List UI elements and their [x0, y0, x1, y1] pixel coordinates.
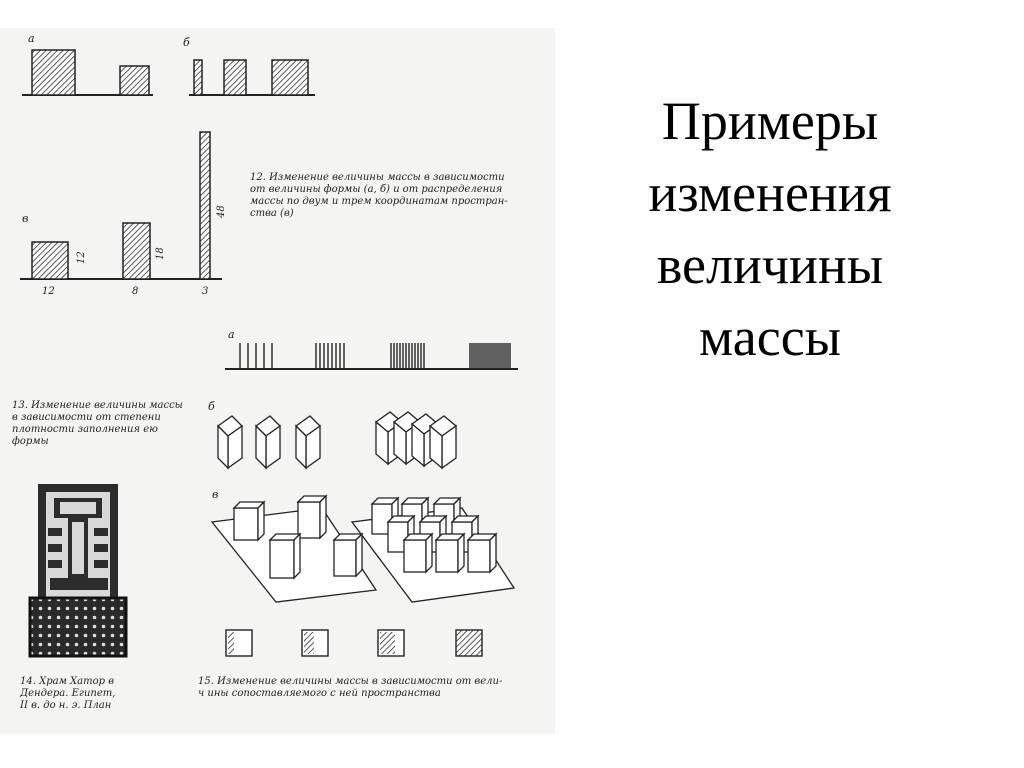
- label-v2: в: [212, 488, 219, 501]
- dim-h48: 48: [216, 205, 227, 218]
- fig13-b: [208, 400, 456, 468]
- mass-narrow: [194, 60, 202, 95]
- mass-wide: [272, 60, 308, 95]
- slab-3: [296, 416, 320, 468]
- caption-fig15: 15. Изменение величины массы в зависимости от вели- ч ины сопоставляемого с ней пространства: [198, 676, 503, 699]
- caption-fig14: 14. Храм Хатор в Дендера. Египет, II в. до н. э. План: [20, 676, 116, 711]
- fig12-ab: [22, 32, 315, 95]
- dim-w3: 3: [202, 286, 209, 297]
- fig15-squares: [226, 630, 482, 656]
- mass-3x48: [200, 132, 210, 279]
- slide-title: Примеры изменения величины массы: [648, 91, 892, 367]
- dim-w12: 12: [42, 286, 55, 297]
- mass-12x12: [32, 242, 68, 279]
- dim-w8: 8: [132, 286, 139, 297]
- slab-2: [256, 416, 280, 468]
- mass-small: [120, 66, 149, 95]
- textbook-scan: [0, 28, 555, 734]
- dim-h18: 18: [155, 247, 166, 260]
- fig12-v: [20, 132, 227, 297]
- label-b1: б: [183, 36, 190, 49]
- fig13-v: [212, 488, 514, 602]
- caption-fig12: 12. Изменение величины массы в зависимости от величины формы (а, б) и от распределения массы по двум и трем координатам простран- ства (в): [250, 172, 508, 219]
- label-b2: б: [208, 400, 215, 413]
- mass-medium: [224, 60, 246, 95]
- dim-h12: 12: [76, 251, 87, 264]
- diagram-figures: [0, 28, 555, 734]
- fig13-a: [225, 328, 518, 369]
- slab-7: [430, 416, 456, 468]
- slab-1: [218, 416, 242, 468]
- label-a2: а: [228, 328, 235, 341]
- temple-plan: [30, 484, 126, 656]
- label-v1: в: [22, 212, 29, 225]
- mass-8x18: [123, 223, 150, 279]
- caption-fig13: 13. Изменение величины массы в зависимости от степени плотности заполнения ею формы: [12, 400, 183, 447]
- mass-large: [32, 50, 75, 95]
- label-a1: а: [28, 32, 35, 45]
